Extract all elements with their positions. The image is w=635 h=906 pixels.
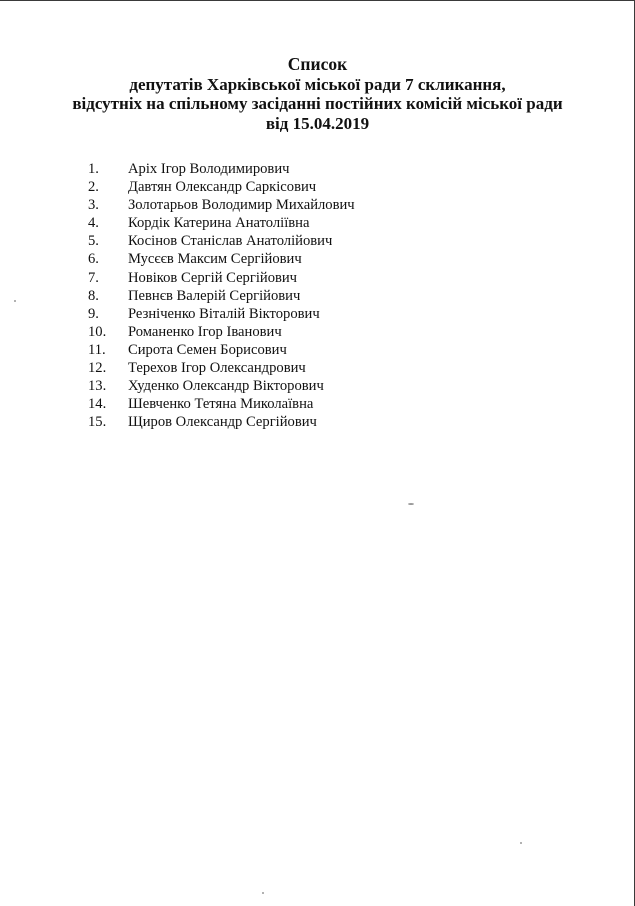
document-title: Список — [287, 54, 348, 74]
deputy-list-item — [88, 395, 568, 413]
deputy-number: 14. — [88, 396, 107, 413]
deputy-number: 12. — [88, 360, 107, 377]
deputy-number: 1. — [88, 161, 99, 177]
deputy-name: Косінов Станіслав Анатолійович — [128, 233, 333, 250]
deputy-number: 10. — [88, 323, 107, 340]
deputy-name: Давтян Олександр Саркісович — [128, 179, 317, 196]
deputy-name: Кордік Катерина Анатоліївна — [128, 215, 310, 232]
deputy-name: Аріх Ігор Володимирович — [128, 161, 290, 177]
scan-speck — [262, 892, 264, 894]
scan-edge-top — [0, 0, 635, 1]
deputy-list-item — [88, 178, 568, 196]
deputy-name: Золотарьов Володимир Михайлович — [128, 197, 355, 214]
deputy-number: 13. — [88, 378, 107, 395]
deputy-list-item — [88, 269, 568, 287]
deputy-number: 2. — [88, 179, 99, 196]
deputy-list-item — [88, 214, 568, 232]
deputy-number: 3. — [88, 197, 99, 214]
heading-absent-line: відсутніх на спільному засіданні постійних комісій міської ради — [72, 94, 563, 113]
deputy-list-item — [88, 160, 568, 178]
deputy-list-item — [88, 232, 568, 250]
scan-speck — [520, 842, 522, 844]
heading-council-line: депутатів Харківської міської ради 7 скликання, — [129, 74, 506, 94]
deputy-name: Сирота Семен Борисович — [128, 341, 287, 358]
deputy-name: Терехов Ігор Олександрович — [128, 360, 306, 377]
deputy-number: 6. — [88, 251, 99, 268]
scan-speck — [408, 503, 414, 505]
deputy-list-item — [88, 359, 568, 377]
deputy-list-item — [88, 287, 568, 305]
deputy-number: 15. — [88, 414, 107, 431]
deputy-number: 7. — [88, 269, 99, 286]
deputy-list — [88, 160, 568, 431]
deputy-list-item — [88, 196, 568, 214]
deputy-list-item — [88, 323, 568, 341]
deputy-list-item — [88, 341, 568, 359]
deputy-number: 4. — [88, 215, 99, 232]
scan-speck — [14, 300, 16, 302]
deputy-list-item — [88, 377, 568, 395]
deputy-name: Романенко Ігор Іванович — [128, 323, 282, 340]
deputy-name: Певнєв Валерій Сергійович — [128, 287, 301, 304]
deputy-name: Новіков Сергій Сергійович — [128, 269, 298, 286]
deputy-name: Худенко Олександр Вікторович — [128, 378, 324, 395]
document-heading — [0, 55, 635, 133]
deputy-number: 5. — [88, 233, 99, 250]
heading-date-line: від 15.04.2019 — [265, 113, 370, 133]
deputy-list-item — [88, 413, 568, 431]
deputy-list-item — [88, 305, 568, 323]
deputy-number: 9. — [88, 305, 99, 322]
deputy-name: Шевченко Тетяна Миколаївна — [128, 396, 314, 413]
deputy-name: Щиров Олександр Сергійович — [128, 414, 317, 431]
deputy-number: 8. — [88, 287, 99, 304]
deputy-name: Мусєєв Максим Сергійович — [128, 251, 302, 268]
deputy-number: 11. — [88, 341, 106, 358]
deputy-name: Резніченко Віталій Вікторович — [128, 305, 320, 322]
deputy-list-item — [88, 250, 568, 268]
